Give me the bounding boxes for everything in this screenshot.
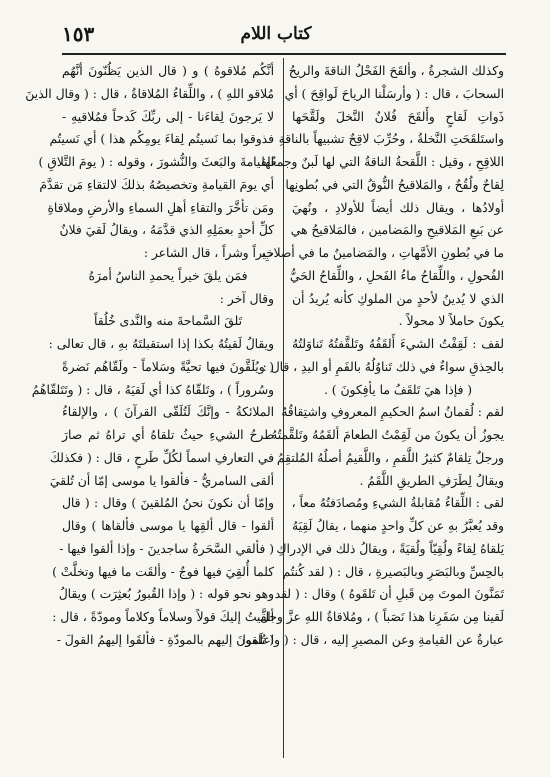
text-line: وقد يُعبَّرُ بهِ عن كلِّ واحدٍ منهما ، يقالُ لَقِيَهُ <box>292 519 504 533</box>
text-line: ورجلٌ تِلقامٌ كثيرُ اللَّقمِ ، واللَّقيمُ أصلُهُ المُلتقِمُ <box>276 450 504 465</box>
text-line: وإمّا أن نكونَ نحنُ المُلقينَ ) وقال : ( قال <box>62 496 274 511</box>
text-line: أنَّكُم مُلاقوهُ ) و ( قال الذين يَظُنّونَ أنَّهُم <box>62 64 274 78</box>
text-line: يكونَ حاملاً لا محولاً . <box>398 314 504 329</box>
quran-quote: ( فإذا هيَ تَلقَفُ ما يأفِكونَ ) . <box>323 382 473 397</box>
text-line: طرحُ الشيءِ حيثُ تلقاهُ أي تراهُ ثم صارَ <box>62 428 274 442</box>
left-column <box>25 60 274 652</box>
verse-line: فمَن يلقَ خيراً يحمدِ الناسُ أمرَهُ <box>88 268 248 283</box>
text-line: ويقالُ لَقيتُهُ بكذا إذا استقبلتَهُ بهِ ، قال تعالى : <box>48 337 274 351</box>
text-line: الملائكةُ - وإنَّكَ لَتُلَقّى القرآنَ ) ، والإلقاءُ <box>62 405 274 420</box>
text-line: ( فألقي السَّحَرةُ ساجدينَ - وإذا ألقوا فيها - <box>59 541 274 556</box>
text-line: اللاقِحِ ، وقيل : اللَّقحةُ الناقةُ التي لها لَبنٌ وجمعُها <box>261 155 504 169</box>
text-line: ألقى السامريُّ - فألقوا يا موسى إمّا أن تُلقيَ <box>49 473 274 488</box>
text-line: لَقينا مِن سَفَرِنا هذا نَصَباً ) ، ومُلاقاةُ اللهِ عزَّ وجلَّ <box>259 610 504 624</box>
text-line: الفُحولِ ، واللِّقاحُ ماءُ الفَحلِ ، واللِّقاحُ الحَيُّ <box>289 268 504 283</box>
text-line: كلما أُلقِيَ فيها فوجٌ - وألقَت ما فيها وتخلَّتْ ) <box>52 564 274 579</box>
text-line: السحابَ ، قال : ( وأرسَلْنا الرياحَ لَواقِحَ ) أي <box>284 86 504 101</box>
text-line: ما في بُطونِ الأمَّهاتِ ، والمَضامينُ ما في أصلابِ <box>261 246 504 260</box>
text-line: ألقيتُ إليكَ قولاً وسلاماً وكلاماً ومودّةً ، قال : <box>52 610 274 624</box>
text-line: واستَلقَحَتِ النَّخلةُ ، وحُرِّبَ لاقِحٌ تشبيهاً بالناقةِ <box>278 132 504 147</box>
entry-laqf: لقف : لَقِفْتُ الشيءَ أَلقَفُهُ وتَلقَّفتُهُ تَناوَلتُهُ <box>292 337 504 351</box>
entry-laqm: لقم : لُقمانُ اسمُ الحكيمِ المعروفِ واشتِقاقُهُ <box>281 405 504 420</box>
text-line: فذوقوا بما نَسيتُم لِقاءَ يومِكُم هذا ) أي نَسيتُم <box>49 132 274 147</box>
text-line: بالحِسِّ وبالبَصَرِ وبالبَصيرةِ ، قال : ( لقد كُنتُم <box>282 564 504 579</box>
text-line: ( تُلقونَ إليهم بالمودّةِ - فألقَوا إليهمُ القولَ - <box>56 632 274 647</box>
text-line: كلِّ أحدٍ بعمَلِهِ الذي قدَّمَهُ ، ويقالُ لَقيَ فلانٌ <box>59 223 274 238</box>
entry-laqa: لقى : اللِّقاءُ مُقابلةُ الشيءِ ومُصادَفتُهُ معاً ، <box>291 496 504 511</box>
text-line: عن بَيعِ المَلاقيحِ والمَضامين ، فالمَلاقيحُ هي <box>290 223 504 238</box>
text-line: ومَن تأخَّرَ والتقاءِ أهلِ السماءِ والأرضِ وملاقاةِ <box>47 200 274 215</box>
text-line: ويقالُ لِطَرَفِ الطريقِ اللَّقَمُ . <box>359 473 504 488</box>
text-line: ( ويُلَقَّونَ فيها تحيَّةً وسَلاماً - ولَقّاهُم نَضرةً <box>62 359 274 374</box>
text-line: ألقوا - قال ألقِها يا موسى فألقاها ) وقال <box>62 519 274 533</box>
text-line: وسُروراً ) ، وتَلقّاهُ كذا أي لَقيَهُ ، قال : ( وتَتَلقّاهُمُ <box>31 382 274 397</box>
text-line: وقال آخر : <box>219 291 274 306</box>
text-line: خيراً وشراً ، قال الشاعر : <box>143 246 274 260</box>
text-line: يَلقاهُ لِقاءً ولُقِيّاً ولُقيَةً ، ويقالُ ذلك في الإدراكِ <box>276 541 504 556</box>
text-line: تَمَنَّونَ الموتَ مِن قَبلِ أن تَلقَوهُ ) وقال : ( لقد <box>274 587 504 602</box>
text-line: أي يومَ القيامةِ وتخصيصُهُ بذلكَ لالتقاءِ مَن تقدَّمَ <box>39 177 274 192</box>
running-header <box>62 22 490 48</box>
text-line: لا يَرجونَ لِقاءَنا - إلى ربِّكَ كَدحاً فمُلاقيهِ - <box>62 109 274 124</box>
text-line: مُلاقو اللهِ ) ، واللِّقاءُ المُلاقاةُ ، قال : ( وقال الذينَ <box>25 86 274 101</box>
verse-line: تَلقَ السَّماحةَ منه والنَّدى خُلُقاً <box>94 314 242 329</box>
text-line: الذي لا يُدينُ لأحدٍ من الملوكِ كأنه يُريدُ أن <box>292 291 504 306</box>
text-line: في التعارفِ اسماً لكُلِّ طَرحٍ ، قال : ( فكذلكَ <box>49 450 274 465</box>
page-title: كتاب اللام <box>240 24 312 44</box>
text-line: عبارةٌ عن القيامةِ وعن المصيرِ إليه ، قال : ( واعلَموا <box>242 632 504 647</box>
text-line: يجوزُ أن يكونَ من لَقِمْتُ الطعامَ ألقَمُهُ وتَلقَّمتُهُ <box>271 428 504 442</box>
text-line: ذَواتِ لَقاحٍ وأَلقَحَ فُلانٌ النَّخلَ ولَقَّحَها <box>292 109 504 124</box>
text-line: أولادُها ، ويقال ذلك أيضاً للأولادِ ، ونُهيَ <box>292 200 504 215</box>
page-number: ١٥٣ <box>62 22 95 46</box>
header-rule <box>62 53 506 55</box>
text-line: لِقاحٌ ولُقُحٌ ، والمَلاقيحُ النُّوقُ التي في بُطونِها <box>285 177 504 192</box>
text-line: وهو نحو قوله : ( وإذا القُبورُ بُعثِرَت ) ويقالُ <box>58 587 274 602</box>
text-line: بالحِذقِ سواءٌ في ذلك تَناوُلُهُ بالفَمِ أو اليدِ ، قال : <box>262 359 504 374</box>
text-line: وكذلك الشجرةُ ، وألقَحَ الفَحْلُ الناقةَ والريحُ <box>288 64 504 78</box>
text-line: القيامةَ والبَعثَ والنُّشورَ ، وقوله : ( يومَ التَّلاقِ ) <box>38 155 274 169</box>
